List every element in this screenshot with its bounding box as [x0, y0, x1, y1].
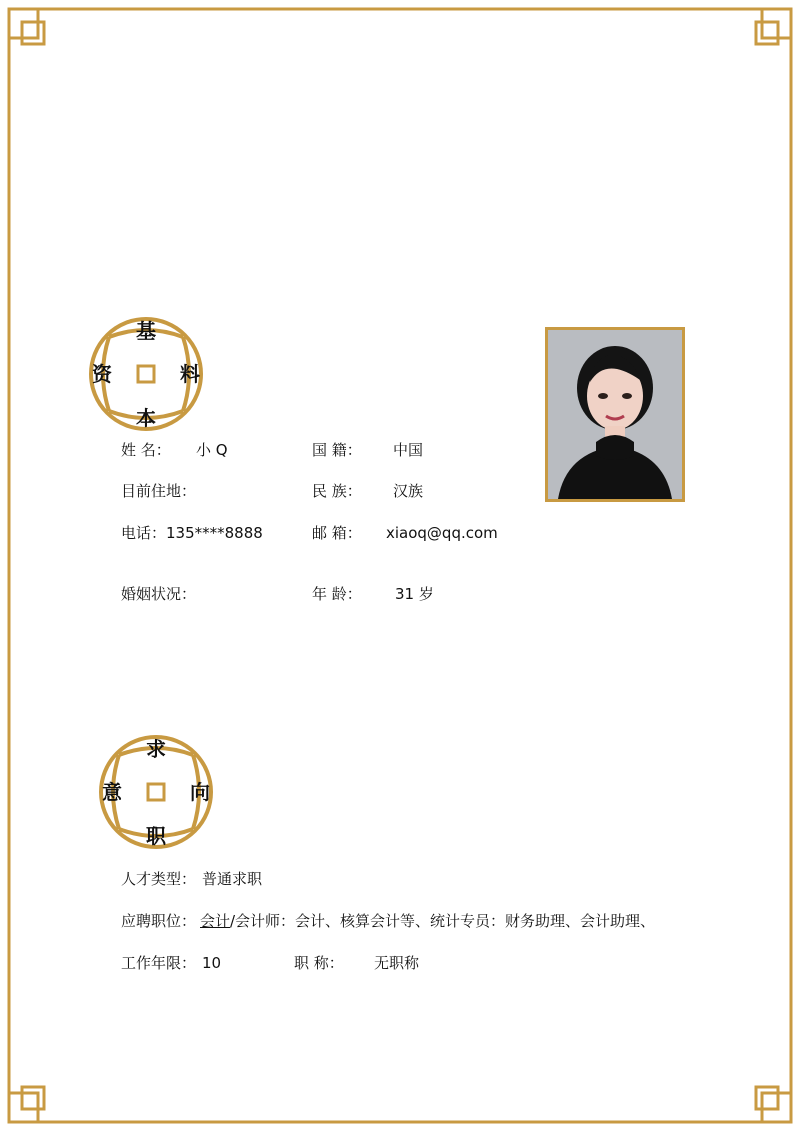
name-label: 姓 名：: [121, 441, 171, 459]
years-label: 工作年限：: [121, 954, 197, 972]
profile-photo: [545, 327, 685, 502]
years-value: 10: [202, 954, 222, 972]
section-badge-job-intention: [97, 733, 215, 851]
talent-type-label: 人才类型：: [121, 870, 197, 888]
phone-label: 电话：: [121, 524, 167, 542]
badge-char-top: 基: [136, 319, 156, 343]
age-value: 31 岁: [395, 585, 434, 603]
phone-value: 135****8888: [166, 524, 263, 542]
email-label: 邮 箱：: [312, 524, 362, 542]
person-photo: [548, 330, 682, 499]
badge-char-bottom: 本: [136, 406, 156, 430]
ethnicity-value: 汉族: [393, 482, 424, 500]
badge-char-bottom: 职: [146, 824, 166, 848]
badge-char-top: 求: [146, 737, 166, 761]
talent-type-value: 普通求职: [202, 870, 263, 888]
title-label: 职 称：: [294, 954, 344, 972]
badge-char-right: 向: [190, 780, 210, 804]
badge-char-left: 意: [102, 780, 122, 804]
residence-label: 目前住地：: [121, 482, 197, 500]
title-value: 无职称: [374, 954, 420, 972]
nationality-label: 国 籍：: [312, 441, 362, 459]
position-label: 应聘职位：: [121, 912, 197, 930]
nationality-value: 中国: [393, 441, 424, 459]
position-value-rest: /会计师：会计、核算会计等、统计专员：财务助理、会计助理、: [230, 912, 656, 930]
section-badge-basic-info: [87, 315, 205, 433]
age-label: 年 龄：: [312, 585, 362, 603]
badge-char-right: 料: [180, 362, 200, 386]
email-value: xiaoq@qq.com: [386, 524, 498, 542]
marital-label: 婚姻状况：: [121, 585, 197, 603]
ethnicity-label: 民 族：: [312, 482, 362, 500]
name-value: 小 Q: [196, 441, 228, 459]
position-value-underlined: 会计: [200, 912, 231, 930]
badge-char-left: 资: [92, 362, 112, 386]
